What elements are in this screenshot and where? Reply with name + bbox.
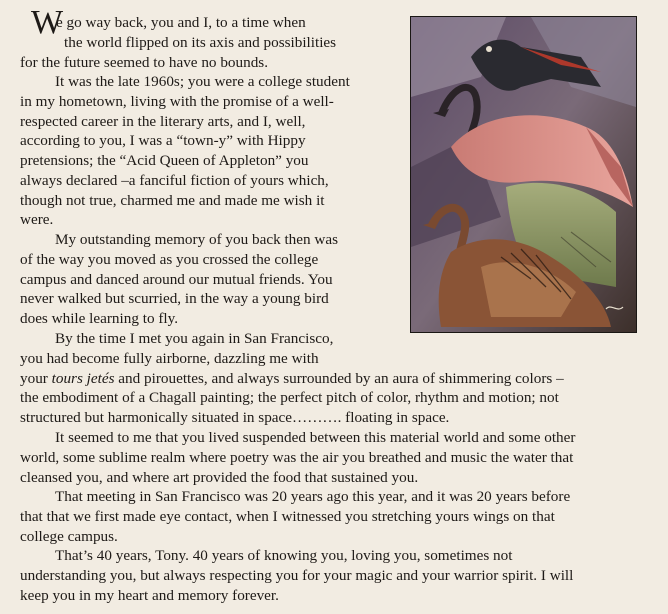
text-line: the embodiment of a Chagall painting; the perfect pitch of color, rhythm and motion; not xyxy=(20,389,559,407)
text-line xyxy=(20,369,564,389)
text-line: college campus. xyxy=(20,527,118,545)
paragraph-1 xyxy=(20,13,337,72)
paragraph-6 xyxy=(20,487,570,546)
paragraph-3 xyxy=(20,230,338,329)
text-line: never walked but scurried, in the way a young bird xyxy=(20,290,329,308)
text-line: By the time I met you again in San Francisco, xyxy=(55,330,334,347)
text-line: campus and danced around our mutual friends. You xyxy=(20,270,333,288)
text-fragment: and pirouettes, and always surrounded by an aura of shimmering colors – xyxy=(114,369,564,387)
text-line: It was the late 1960s; you were a college student xyxy=(55,73,350,90)
text-line: keep you in my heart and memory forever. xyxy=(20,586,279,604)
text-line: the world flipped on its axis and possibilities xyxy=(64,33,337,51)
text-line: My outstanding memory of you back then was xyxy=(55,231,339,248)
text-line: That meeting in San Francisco was 20 years ago this year, and it was 20 years before xyxy=(55,488,571,505)
text-line: e go way back, you and I, to a time when xyxy=(56,14,306,31)
text-line: according to you, I was a “town-y” with Hippy xyxy=(20,132,306,150)
text-line: though not true, charmed me and made me wish it xyxy=(20,191,325,209)
text-line: of the way you moved as you crossed the college xyxy=(20,250,319,268)
text-line: structured but harmonically situated in space………. floating in space. xyxy=(20,409,450,426)
text-line: were. xyxy=(20,211,54,229)
paragraph-2 xyxy=(20,72,350,230)
text-line: That’s 40 years, Tony. 40 years of knowing you, loving you, sometimes not xyxy=(55,547,513,564)
drop-cap: W xyxy=(31,4,64,41)
text-line: that that we first made eye contact, when I witnessed you stretching yours wings on that xyxy=(20,507,555,525)
italic-phrase: tours jetés xyxy=(51,369,115,387)
paragraph-7 xyxy=(20,546,573,605)
text-line: cleansed you, and where art provided the food that sustained you. xyxy=(20,468,419,486)
paragraph-4 xyxy=(20,329,564,428)
text-line: world, some sublime realm where poetry was the air you breathed and music the water that xyxy=(20,448,574,466)
text-line: does while learning to fly. xyxy=(20,310,179,327)
text-line: you had become fully airborne, dazzling me with xyxy=(20,349,319,367)
text-line: pretensions; the “Acid Queen of Appleton” you xyxy=(20,152,309,169)
text-line: in my hometown, living with the promise of a well- xyxy=(20,92,334,110)
painting-image xyxy=(411,17,636,332)
text-line: always declared –a fanciful fiction of yours which, xyxy=(20,171,329,189)
text-line: understanding you, but always respecting you for your magic and your warrior spirit. I will xyxy=(20,566,574,584)
paragraph-5 xyxy=(20,428,575,487)
text-line: It seemed to me that you lived suspended between this material world and some other xyxy=(55,429,576,446)
text-line: for the future seemed to have no bounds. xyxy=(20,53,268,71)
text-line: respected career in the literary arts, and I, well, xyxy=(20,112,306,130)
painting-illustration xyxy=(411,17,636,332)
text-fragment: your xyxy=(20,369,52,387)
